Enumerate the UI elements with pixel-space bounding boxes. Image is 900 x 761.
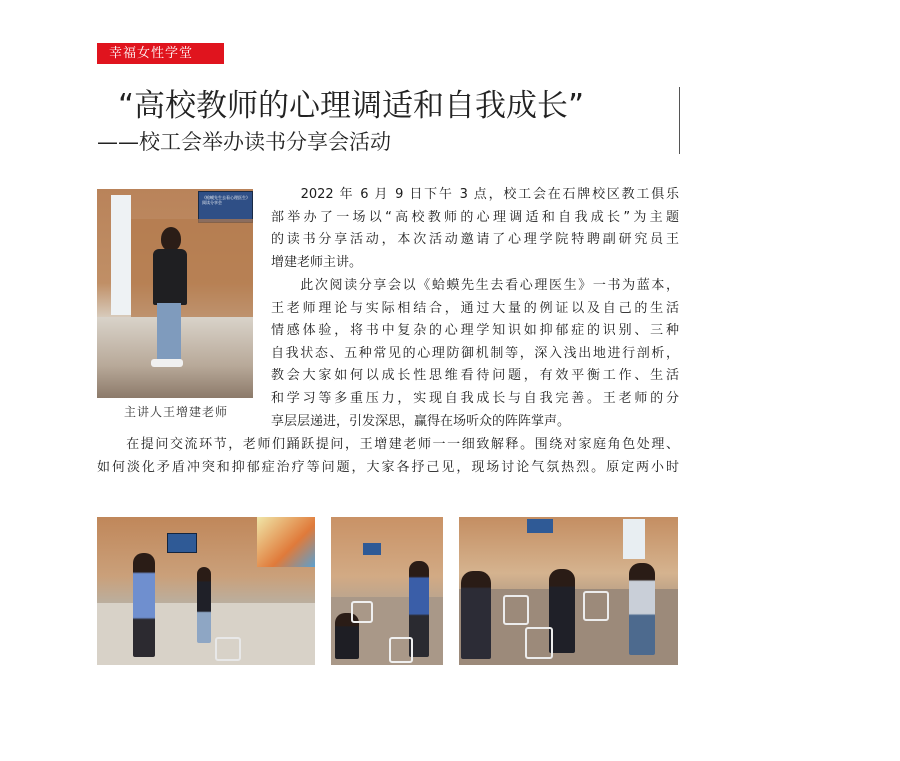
photo-window <box>111 195 131 315</box>
photo-person <box>197 567 211 643</box>
text-line: 的读书分享活动，本次活动邀请了心理学院特聘副研究员王 <box>271 232 679 248</box>
article-title: “高校教师的心理调适和自我成长” <box>118 88 585 124</box>
text-line: 享层层递进，引发深思，赢得在场听众的阵阵掌声。 <box>271 413 571 429</box>
photo-chair <box>525 627 553 659</box>
speaker-head <box>161 227 181 251</box>
paragraph-1 <box>271 184 679 274</box>
screen-text: 《蛤蟆先生去看心理医生》阅读分享会 <box>202 195 248 205</box>
photo-chair <box>351 601 373 623</box>
photo-screen <box>527 519 553 533</box>
text-line: 部举办了一场以“高校教师的心理调适和自我成长”为主题 <box>271 209 679 225</box>
text-line: 情感体验，将书中复杂的心理学知识如抑郁症的识别、三种 <box>271 323 679 339</box>
photo-person <box>461 571 491 659</box>
text-line: 如何淡化矛盾冲突和抑郁症治疗等问题，大家各抒己见，现场讨论气氛热烈。原定两小时 <box>97 459 679 475</box>
photo-screen <box>167 533 197 553</box>
paragraph-2 <box>271 275 679 433</box>
photo-chair <box>583 591 609 621</box>
text-line: 2022 年 6 月 9 日下午 3 点，校工会在石牌校区教工俱乐 <box>271 187 679 202</box>
photo-person <box>629 563 655 655</box>
photo-caption: 主讲人王增建老师 <box>124 405 229 419</box>
article-subtitle: ——校工会举办读书分享会活动 <box>97 130 391 154</box>
text-line: 自我状态、五种常见的心理防御机制等，深入浅出地进行剖析， <box>271 345 679 361</box>
speaker-shoes <box>151 359 183 367</box>
speaker-body <box>153 249 187 305</box>
wood-wall <box>131 219 253 319</box>
paragraph-3 <box>97 434 679 479</box>
speaker-photo <box>97 189 253 398</box>
photo-person <box>133 553 155 657</box>
text-line: 在提问交流环节，老师们踊跃提问，王增建老师一一细致解释。围绕对家庭角色处理、 <box>97 437 679 452</box>
section-tag: 幸福女性学堂 <box>97 43 224 64</box>
photo-chair <box>215 637 241 661</box>
event-photo-3 <box>459 517 678 665</box>
photo-poster <box>257 517 315 567</box>
event-photo-1 <box>97 517 315 665</box>
title-divider <box>679 87 680 154</box>
text-line: 王老师理论与实际相结合，通过大量的例证以及自己的生活 <box>271 300 679 316</box>
text-line: 此次阅读分享会以《蛤蟆先生去看心理医生》一书为蓝本， <box>271 278 679 293</box>
speaker-legs <box>157 303 181 359</box>
text-line: 增建老师主讲。 <box>271 254 363 270</box>
text-line: 教会大家如何以成长性思维看待问题，有效平衡工作、生活 <box>271 368 679 384</box>
text-line: 和学习等多重压力，实现自我成长与自我完善。王老师的分 <box>271 390 679 406</box>
photo-screen <box>363 543 381 555</box>
photo-chair <box>503 595 529 625</box>
event-photo-2 <box>331 517 443 665</box>
photo-window <box>623 519 645 559</box>
photo-chair <box>389 637 413 663</box>
